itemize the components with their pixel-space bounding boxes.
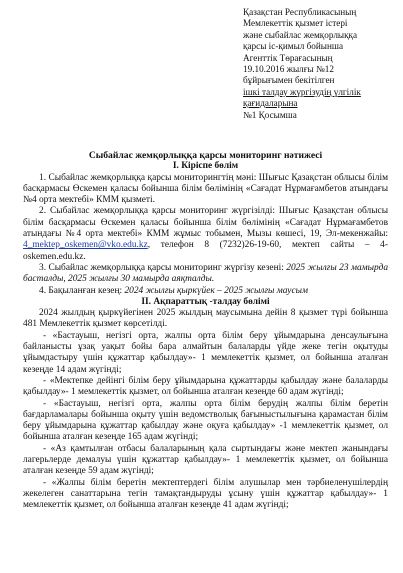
document-body	[23, 150, 388, 512]
paragraph-monitored-period	[23, 286, 388, 297]
approval-line: Қазақстан Республикасының	[243, 7, 357, 17]
paragraph-text: 2. Сыбайлас жемқорлыққа қарсы мониторинг жүргізілді: Шығыс Қазақстан облысы білім басқармасы Өскемен қаласы бойынша білім бөлімінің «Сағадат Нұрмағамбетов атындағы №4 орта мектебі» КММ жұмыс тобымен, Мызы көшесі, 19, Эл-мекенжайы:	[23, 206, 388, 240]
list-item: - «Жалпы білім беретін мектептердегі білім алушылар мен тәрбиеленушілердің жекелеген санаттарына тегін тамақтандыруды ұсыну үшін құжаттар қабылдау»- 1 мемлекеттік қызмет, ол бойынша аталған кезеңде 41 адам жүгінді;	[23, 477, 388, 511]
approval-stamp-block	[243, 7, 401, 121]
section-heading-analysis: II. Ақпараттық -талдау бөлімі	[141, 296, 270, 307]
list-item: - «Бастауыш, негізгі орта, жалпы орта білім беру ұйымдарына денсаулығына байланысты ұзақ уақыт бойы бара алмайтын балаларды үйде жеке тегін оқытуды ұйымдастыру үшін құжаттар қабылдау»- 1 мемлекеттік қызмет, ол бойынша аталған кезеңде 14 адам жүгінді;	[23, 330, 388, 375]
email-link[interactable]: 4_mektep_oskemen@vko.edu.kz	[23, 240, 148, 251]
paragraph-text: , телефон 8 (7232)26-19-60, мектеп сайты – 4-oskemen.edu.kz.	[23, 240, 388, 262]
paragraph-subject: 1. Сыбайлас жемқорлыққа қарсы мониторингтің мәні: Шығыс Қазақстан облысы білім басқармасы Өскемен қаласы бойынша білім бөлімінің «Сағадат Нұрмағамбетов атындағы №4 орта мектебі» КММ қызметі.	[23, 172, 388, 206]
approval-line: Агенттік Төрағасының	[243, 52, 333, 63]
approval-line: қарсы іс-қимыл бойынша	[243, 41, 344, 52]
approval-line: қағидаларына	[243, 98, 298, 109]
approval-line: 19.10.2016 жылғы №12	[243, 64, 334, 75]
approval-line: №1 Қосымша	[243, 109, 297, 120]
document-title: Сыбайлас жемқорлыққа қарсы мониторинг нәтижесі	[88, 150, 323, 161]
paragraph-text: 3. Сыбайлас жемқорлыққа қарсы мониторинг жүргізу кезені:	[39, 262, 284, 273]
approval-line: Мемлекеттік қызмет істері	[243, 18, 348, 29]
paragraph-intro-services: 2024 жылдың қыркүйегінен 2025 жылдың маусымына дейін 8 қызмет түрі бойынша 481 Мемлекеттік қызмет көрсетілді.	[23, 308, 388, 330]
paragraph-conducted-by	[23, 206, 388, 262]
section-heading-intro: I. Кіріспе бөлім	[172, 161, 239, 172]
approval-line: ішкі талдау жүргізудің үлгілік	[243, 86, 361, 97]
list-item: - «Аз қамтылған отбасы балаларының қала сыртындағы және мектеп жанындағы лагерьлерде демалуы үшін құжаттар қабылдау»- 1 мемлекеттік қызмет, ол бойынша аталған кезеңде 59 адам жүгінді;	[23, 443, 388, 477]
approval-line: және сыбайлас жемқорлыққа	[243, 29, 358, 40]
list-item: - «Мектепке дейінгі білім беру ұйымдарына құжаттарды қабылдау және балаларды қабылдау»- 1 мемлекеттік қызмет, ол бойынша аталған кезеңде 60 адам жүгінді;	[23, 375, 388, 398]
paragraph-text: 4. Бақыланған кезең:	[39, 285, 123, 296]
paragraph-period	[23, 263, 388, 286]
paragraph-italic-text: 2025 жылғы 23 мамырда басталды, 2025 жылғы 30 мамырда аяқталды.	[23, 262, 389, 285]
approval-line: бұйрығымен бекітілген	[243, 75, 335, 86]
services-list	[23, 331, 388, 512]
list-item: - «Бастауыш, негізгі орта, жалпы орта білім берудің жалпы білім беретін бағдарламалары бойынша оқыту үшін ведомстволық бағыныстылығына қарамастан білім беру ұйымдарына құжаттар қабылдау және оқуға қабылдау» -1 мемлекеттік қызмет, ол бойынша аталған кезеңде 165 адам жүгінді;	[23, 398, 388, 443]
paragraph-italic-text: 2024 жылғы қыркүйек – 2025 жылғы маусым	[124, 285, 308, 296]
